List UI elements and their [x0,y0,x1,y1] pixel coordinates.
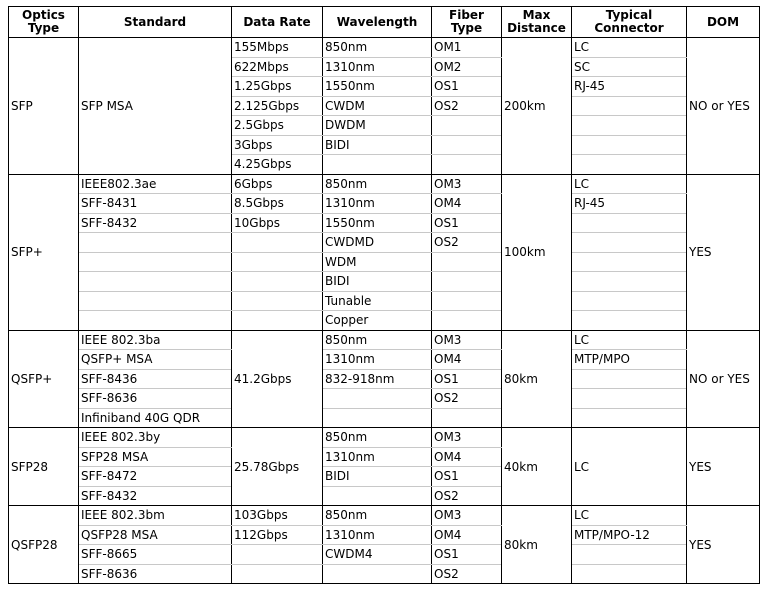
standard-cell: SFF-8432 [79,213,232,233]
header-max-distance: Max Distance [502,7,572,38]
standard-cell [79,252,232,272]
wavelength-cell: CWDMD [323,233,432,253]
dom-cell: YES [687,428,760,506]
typical-connector-cell [572,369,687,389]
fiber-type-cell: OM3 [432,428,502,448]
header-data-rate: Data Rate [232,7,323,38]
standard-cell: SFF-8636 [79,564,232,584]
dom-cell: YES [687,174,760,330]
data-rate-cell: 155Mbps [232,38,323,58]
fiber-type-cell [432,408,502,428]
dom-cell: YES [687,506,760,584]
data-rate-cell: 1.25Gbps [232,77,323,97]
standard-cell: QSFP+ MSA [79,350,232,370]
optics-table-container [8,6,760,584]
wavelength-cell: Tunable [323,291,432,311]
wavelength-cell: CWDM [323,96,432,116]
max-distance-cell: 80km [502,330,572,428]
standard-cell: SFF-8472 [79,467,232,487]
wavelength-cell: 850nm [323,506,432,526]
wavelength-cell: DWDM [323,116,432,136]
optics-type-cell: QSFP+ [9,330,79,428]
table-row [9,213,760,233]
fiber-type-cell: OM3 [432,330,502,350]
wavelength-cell: 1310nm [323,57,432,77]
data-rate-cell: 103Gbps [232,506,323,526]
wavelength-cell: BIDI [323,135,432,155]
fiber-type-cell: OS2 [432,486,502,506]
header-typical-connector: Typical Connector [572,7,687,38]
wavelength-cell: WDM [323,252,432,272]
wavelength-cell [323,408,432,428]
wavelength-cell: Copper [323,311,432,331]
table-body [9,38,760,584]
typical-connector-cell [572,135,687,155]
standard-cell: QSFP28 MSA [79,525,232,545]
table-row [9,174,760,194]
wavelength-cell: 832-918nm [323,369,432,389]
standard-cell: IEEE 802.3by [79,428,232,448]
max-distance-cell: 80km [502,506,572,584]
wavelength-cell: 1310nm [323,447,432,467]
fiber-type-cell: OS1 [432,467,502,487]
typical-connector-cell: LC [572,330,687,350]
table-row [9,369,760,389]
fiber-type-cell: OM2 [432,57,502,77]
wavelength-cell: 850nm [323,174,432,194]
standard-cell [79,272,232,292]
fiber-type-cell: OM1 [432,38,502,58]
standard-cell: IEEE 802.3ba [79,330,232,350]
wavelength-cell: 850nm [323,330,432,350]
wavelength-cell: BIDI [323,467,432,487]
wavelength-cell: 1550nm [323,213,432,233]
table-row [9,545,760,565]
data-rate-cell: 2.5Gbps [232,116,323,136]
max-distance-cell: 40km [502,428,572,506]
table-row [9,272,760,292]
data-rate-cell [232,252,323,272]
wavelength-cell [323,564,432,584]
wavelength-cell [323,155,432,175]
table-row [9,38,760,58]
standard-cell: SFF-8436 [79,369,232,389]
fiber-type-cell [432,252,502,272]
typical-connector-cell [572,233,687,253]
data-rate-cell: 3Gbps [232,135,323,155]
table-row [9,311,760,331]
wavelength-cell: 850nm [323,38,432,58]
fiber-type-cell: OM4 [432,194,502,214]
table-row [9,506,760,526]
data-rate-cell [232,564,323,584]
fiber-type-cell: OM4 [432,525,502,545]
dom-cell: NO or YES [687,38,760,175]
standard-cell: SFF-8665 [79,545,232,565]
data-rate-cell: 8.5Gbps [232,194,323,214]
typical-connector-cell [572,408,687,428]
standard-cell: IEEE 802.3bm [79,506,232,526]
table-row [9,525,760,545]
typical-connector-cell [572,272,687,292]
fiber-type-cell: OS2 [432,389,502,409]
wavelength-cell: 1310nm [323,525,432,545]
typical-connector-cell [572,311,687,331]
fiber-type-cell [432,116,502,136]
table-row [9,389,760,409]
fiber-type-cell: OS2 [432,564,502,584]
standard-cell: SFF-8431 [79,194,232,214]
table-row [9,252,760,272]
standard-cell: Infiniband 40G QDR [79,408,232,428]
wavelength-cell: BIDI [323,272,432,292]
typical-connector-cell [572,252,687,272]
data-rate-cell [232,311,323,331]
header-fiber-type: Fiber Type [432,7,502,38]
data-rate-cell: 112Gbps [232,525,323,545]
data-rate-cell [232,545,323,565]
data-rate-cell [232,233,323,253]
header-wavelength: Wavelength [323,7,432,38]
header-standard: Standard [79,7,232,38]
wavelength-cell: 1310nm [323,194,432,214]
fiber-type-cell: OM4 [432,350,502,370]
data-rate-cell: 6Gbps [232,174,323,194]
table-row [9,233,760,253]
typical-connector-cell [572,564,687,584]
fiber-type-cell: OS2 [432,96,502,116]
fiber-type-cell: OS1 [432,213,502,233]
typical-connector-cell: LC [572,38,687,58]
header-row [9,7,760,38]
table-row [9,564,760,584]
fiber-type-cell: OS2 [432,233,502,253]
wavelength-cell: 1550nm [323,77,432,97]
table-row [9,408,760,428]
typical-connector-cell [572,291,687,311]
standard-cell [79,233,232,253]
standard-cell: IEEE802.3ae [79,174,232,194]
typical-connector-cell: SC [572,57,687,77]
typical-connector-cell: LC [572,506,687,526]
typical-connector-cell: RJ-45 [572,194,687,214]
standard-cell: SFF-8636 [79,389,232,409]
fiber-type-cell: OM3 [432,174,502,194]
table-row [9,194,760,214]
standard-cell [79,291,232,311]
optics-type-cell: SFP [9,38,79,175]
standard-cell [79,311,232,331]
data-rate-cell: 41.2Gbps [232,330,323,428]
fiber-type-cell: OS1 [432,545,502,565]
wavelength-cell: CWDM4 [323,545,432,565]
data-rate-cell: 622Mbps [232,57,323,77]
wavelength-cell [323,486,432,506]
fiber-type-cell [432,291,502,311]
wavelength-cell [323,389,432,409]
fiber-type-cell [432,135,502,155]
typical-connector-cell [572,116,687,136]
fiber-type-cell [432,311,502,331]
typical-connector-cell: LC [572,428,687,506]
fiber-type-cell: OM4 [432,447,502,467]
typical-connector-cell: MTP/MPO [572,350,687,370]
typical-connector-cell [572,545,687,565]
wavelength-cell: 1310nm [323,350,432,370]
max-distance-cell: 100km [502,174,572,330]
typical-connector-cell [572,213,687,233]
data-rate-cell: 25.78Gbps [232,428,323,506]
optics-comparison-table [8,6,760,584]
header-optics-type: Optics Type [9,7,79,38]
typical-connector-cell [572,389,687,409]
standard-cell: SFP MSA [79,38,232,175]
data-rate-cell [232,291,323,311]
wavelength-cell: 850nm [323,428,432,448]
optics-type-cell: QSFP28 [9,506,79,584]
fiber-type-cell [432,155,502,175]
optics-type-cell: SFP28 [9,428,79,506]
max-distance-cell: 200km [502,38,572,175]
data-rate-cell: 4.25Gbps [232,155,323,175]
fiber-type-cell: OM3 [432,506,502,526]
data-rate-cell: 10Gbps [232,213,323,233]
fiber-type-cell: OS1 [432,369,502,389]
typical-connector-cell [572,155,687,175]
typical-connector-cell [572,96,687,116]
data-rate-cell [232,272,323,292]
typical-connector-cell: MTP/MPO-12 [572,525,687,545]
standard-cell: SFF-8432 [79,486,232,506]
typical-connector-cell: LC [572,174,687,194]
dom-cell: NO or YES [687,330,760,428]
fiber-type-cell: OS1 [432,77,502,97]
table-row [9,330,760,350]
header-dom: DOM [687,7,760,38]
table-row [9,350,760,370]
data-rate-cell: 2.125Gbps [232,96,323,116]
table-row [9,428,760,448]
standard-cell: SFP28 MSA [79,447,232,467]
table-row [9,291,760,311]
optics-type-cell: SFP+ [9,174,79,330]
fiber-type-cell [432,272,502,292]
typical-connector-cell: RJ-45 [572,77,687,97]
